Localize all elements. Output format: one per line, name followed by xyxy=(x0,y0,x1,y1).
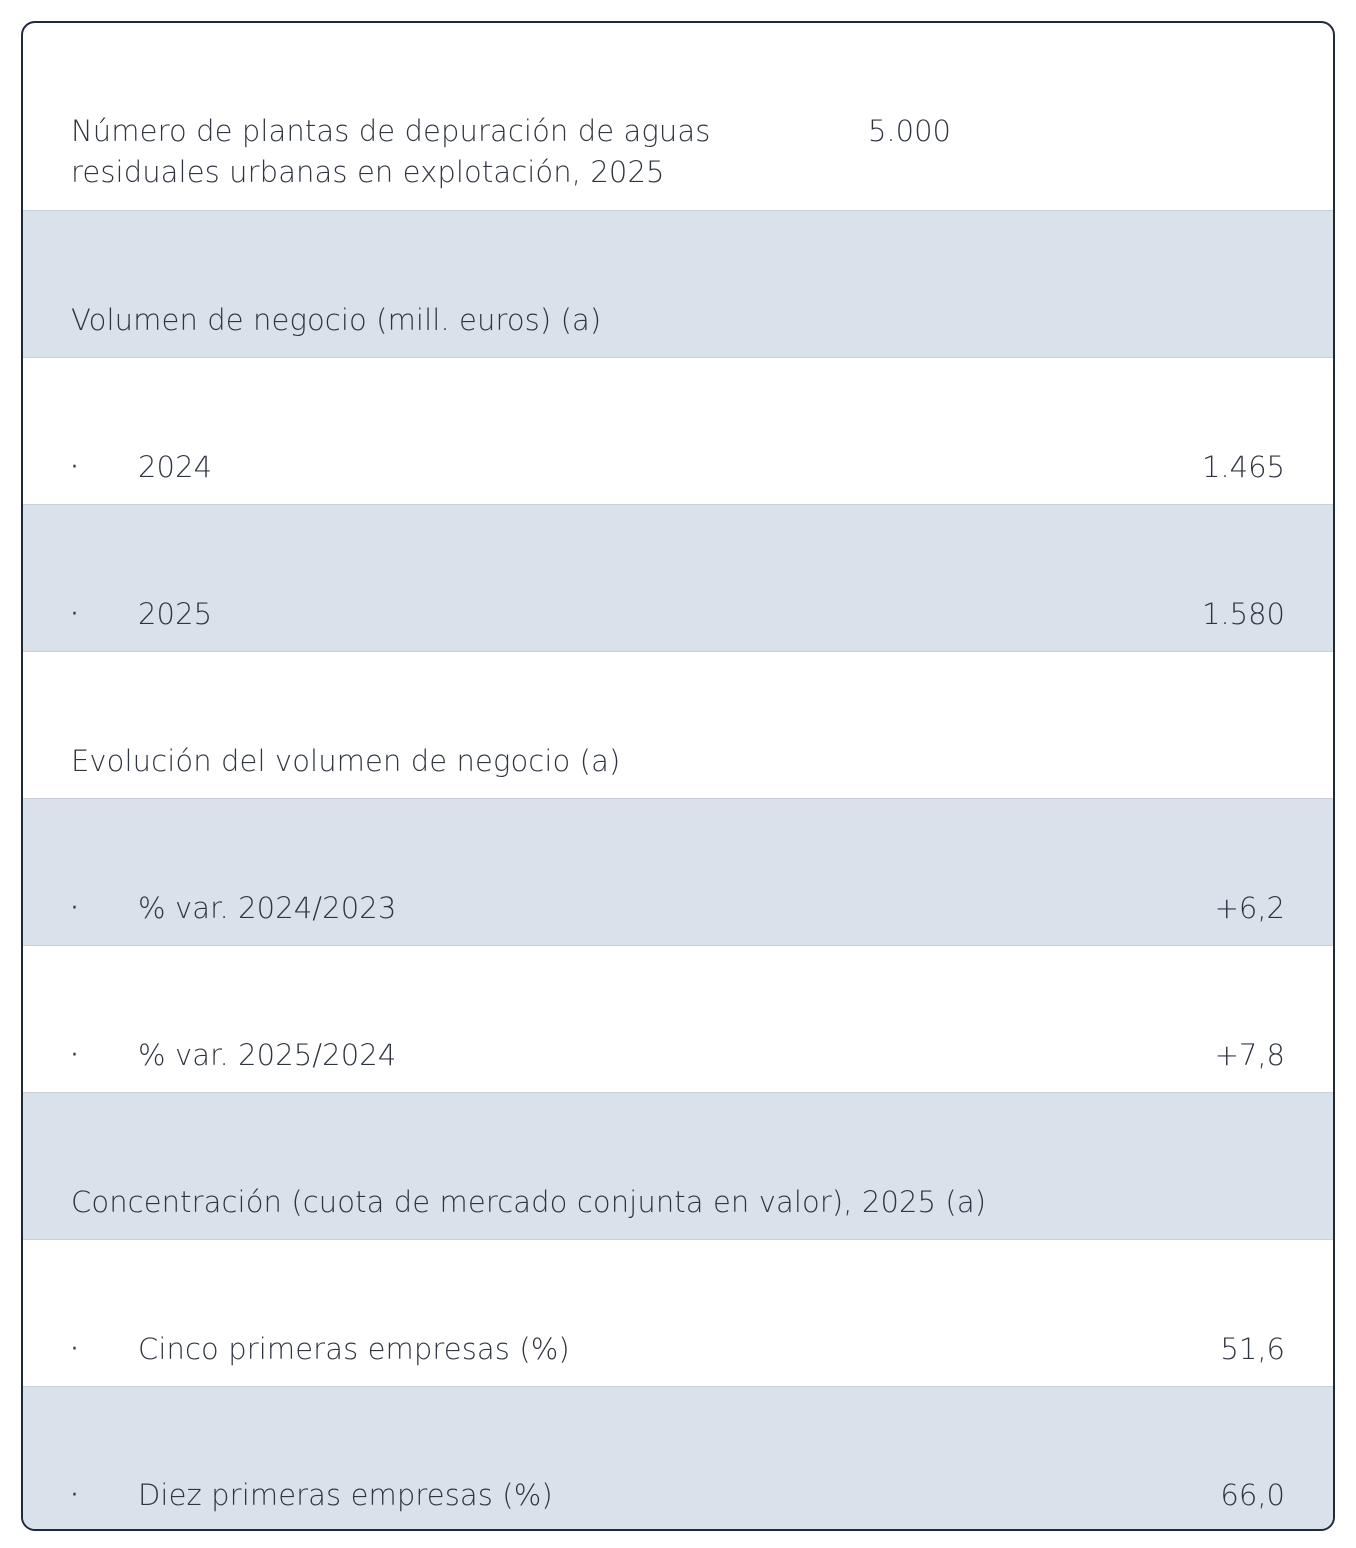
row-label: % var. 2025/2024 xyxy=(138,1038,397,1072)
row-value: 51,6 xyxy=(1220,1332,1285,1366)
row-label: Evolución del volumen de negocio (a) xyxy=(71,744,621,778)
table-row xyxy=(23,1093,1333,1240)
row-value: 1.580 xyxy=(1201,597,1285,631)
table-row xyxy=(23,946,1333,1093)
row-value: 1.465 xyxy=(1201,450,1285,484)
table-row xyxy=(23,1387,1333,1531)
row-label: Diez primeras empresas (%) xyxy=(138,1478,553,1512)
row-label: Volumen de negocio (mill. euros) (a) xyxy=(71,303,602,337)
row-label: % var. 2024/2023 xyxy=(138,891,397,925)
row-value: +7,8 xyxy=(1214,1038,1285,1072)
bullet-marker: · xyxy=(71,602,78,627)
row-label: Concentración (cuota de mercado conjunta en valor), 2025 (a) xyxy=(71,1185,987,1219)
row-value: 5.000 xyxy=(867,114,951,148)
table-row xyxy=(23,652,1333,799)
table-row xyxy=(23,358,1333,505)
bullet-marker: · xyxy=(71,1483,78,1508)
table-row xyxy=(23,505,1333,652)
row-label: 2025 xyxy=(138,597,213,631)
table-row xyxy=(23,211,1333,358)
row-value: +6,2 xyxy=(1214,891,1285,925)
row-label: Número de plantas de depuración de aguas residuales urbanas en explotación, 2025 xyxy=(71,114,711,189)
table-row xyxy=(23,23,1333,211)
table-row xyxy=(23,1240,1333,1387)
bullet-marker: · xyxy=(71,896,78,921)
row-label: Cinco primeras empresas (%) xyxy=(138,1332,570,1366)
data-table-card xyxy=(21,21,1335,1531)
row-label: 2024 xyxy=(138,450,213,484)
table-row xyxy=(23,799,1333,946)
bullet-marker: · xyxy=(71,1337,78,1362)
bullet-marker: · xyxy=(71,455,78,480)
row-value: 66,0 xyxy=(1220,1478,1285,1512)
bullet-marker: · xyxy=(71,1043,78,1068)
